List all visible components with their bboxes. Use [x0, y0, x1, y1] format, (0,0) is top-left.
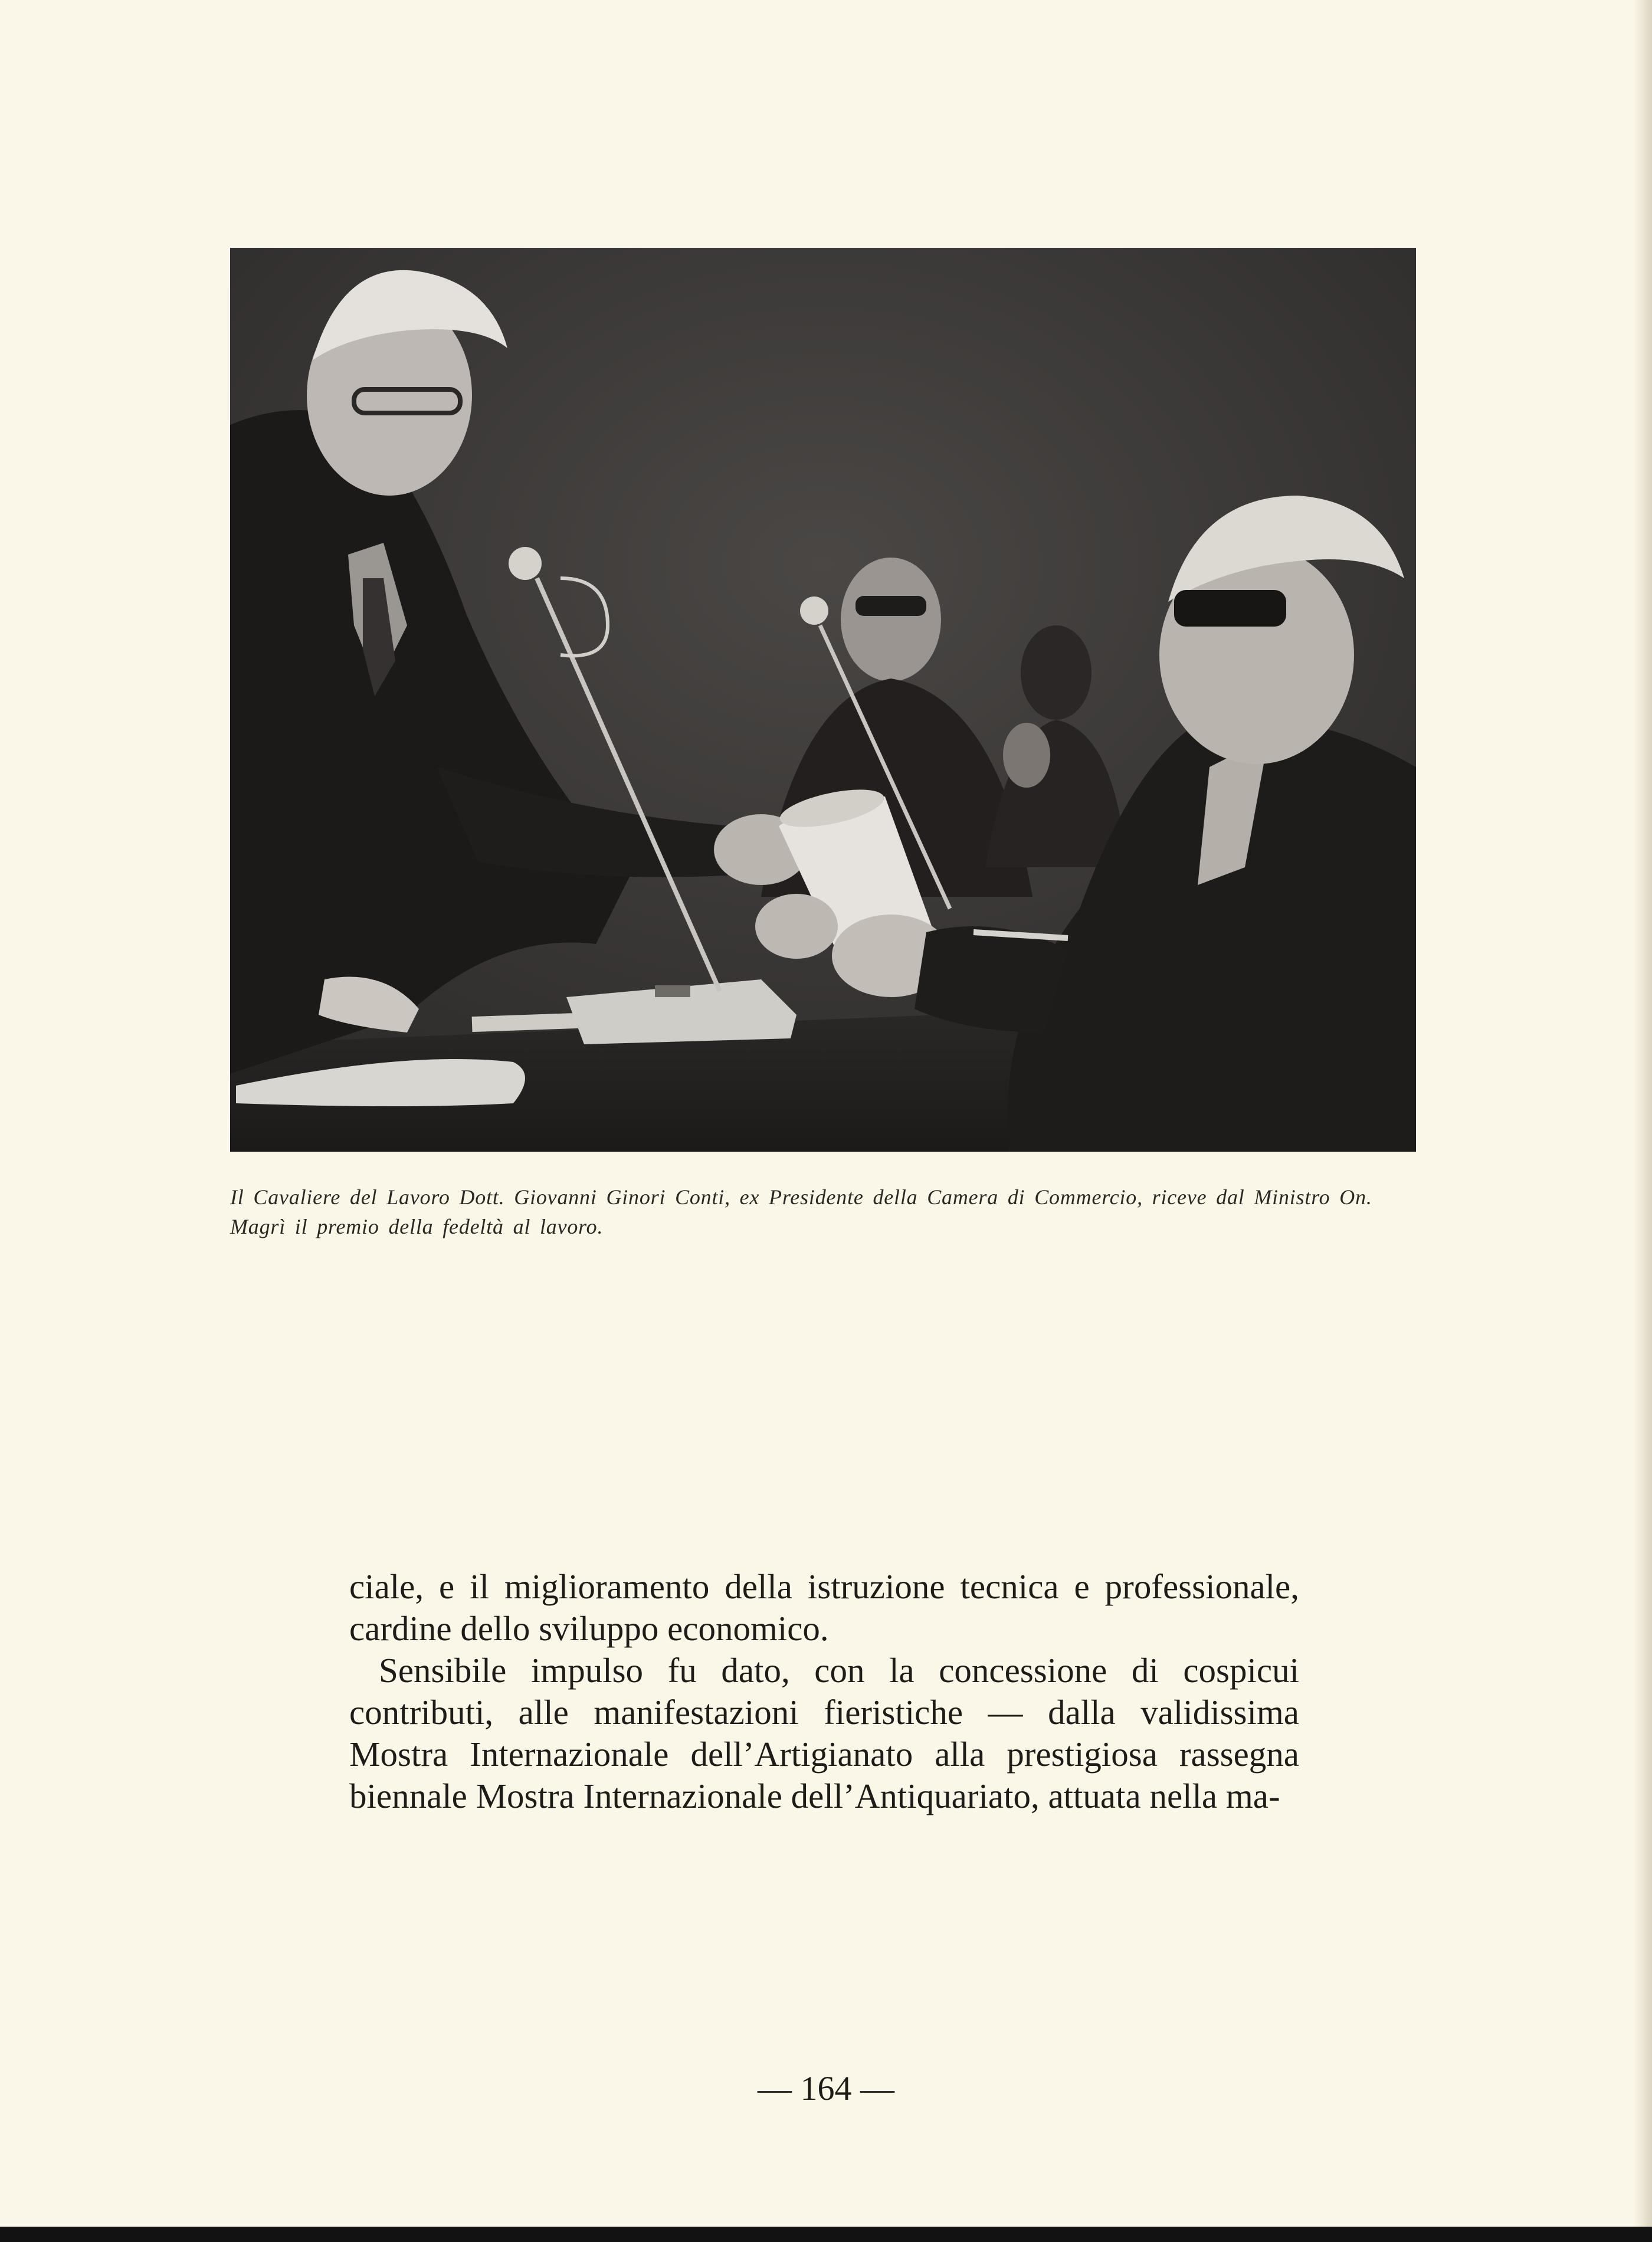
photo-illustration: [230, 248, 1416, 1152]
photograph: [230, 248, 1416, 1152]
body-text: [349, 1566, 1299, 1817]
paragraph: ciale, e il miglioramento della istruzione tecnica e professionale, cardine dello sviluppo economico.: [349, 1567, 1299, 1648]
page-bottom-edge: [0, 2227, 1652, 2242]
page-edge-shadow: [1634, 0, 1652, 2242]
photo-caption: Il Cavaliere del Lavoro Dott. Giovanni Ginori Conti, ex Presidente della Camera di Commercio, riceve dal Ministro On. Magrì il premio della fedeltà al lavoro.: [230, 1185, 1372, 1238]
paragraph: Sensibile impulso fu dato, con la concessione di cospicui contributi, alle manifestazioni fieristiche — dalla validissima Mostra Internazionale dell’Artigianato alla prestigiosa rassegna biennale Mostra Internazionale dell’Antiquariato, attuata nella ma-: [349, 1651, 1299, 1815]
page-number: — 164 —: [758, 2069, 894, 2107]
